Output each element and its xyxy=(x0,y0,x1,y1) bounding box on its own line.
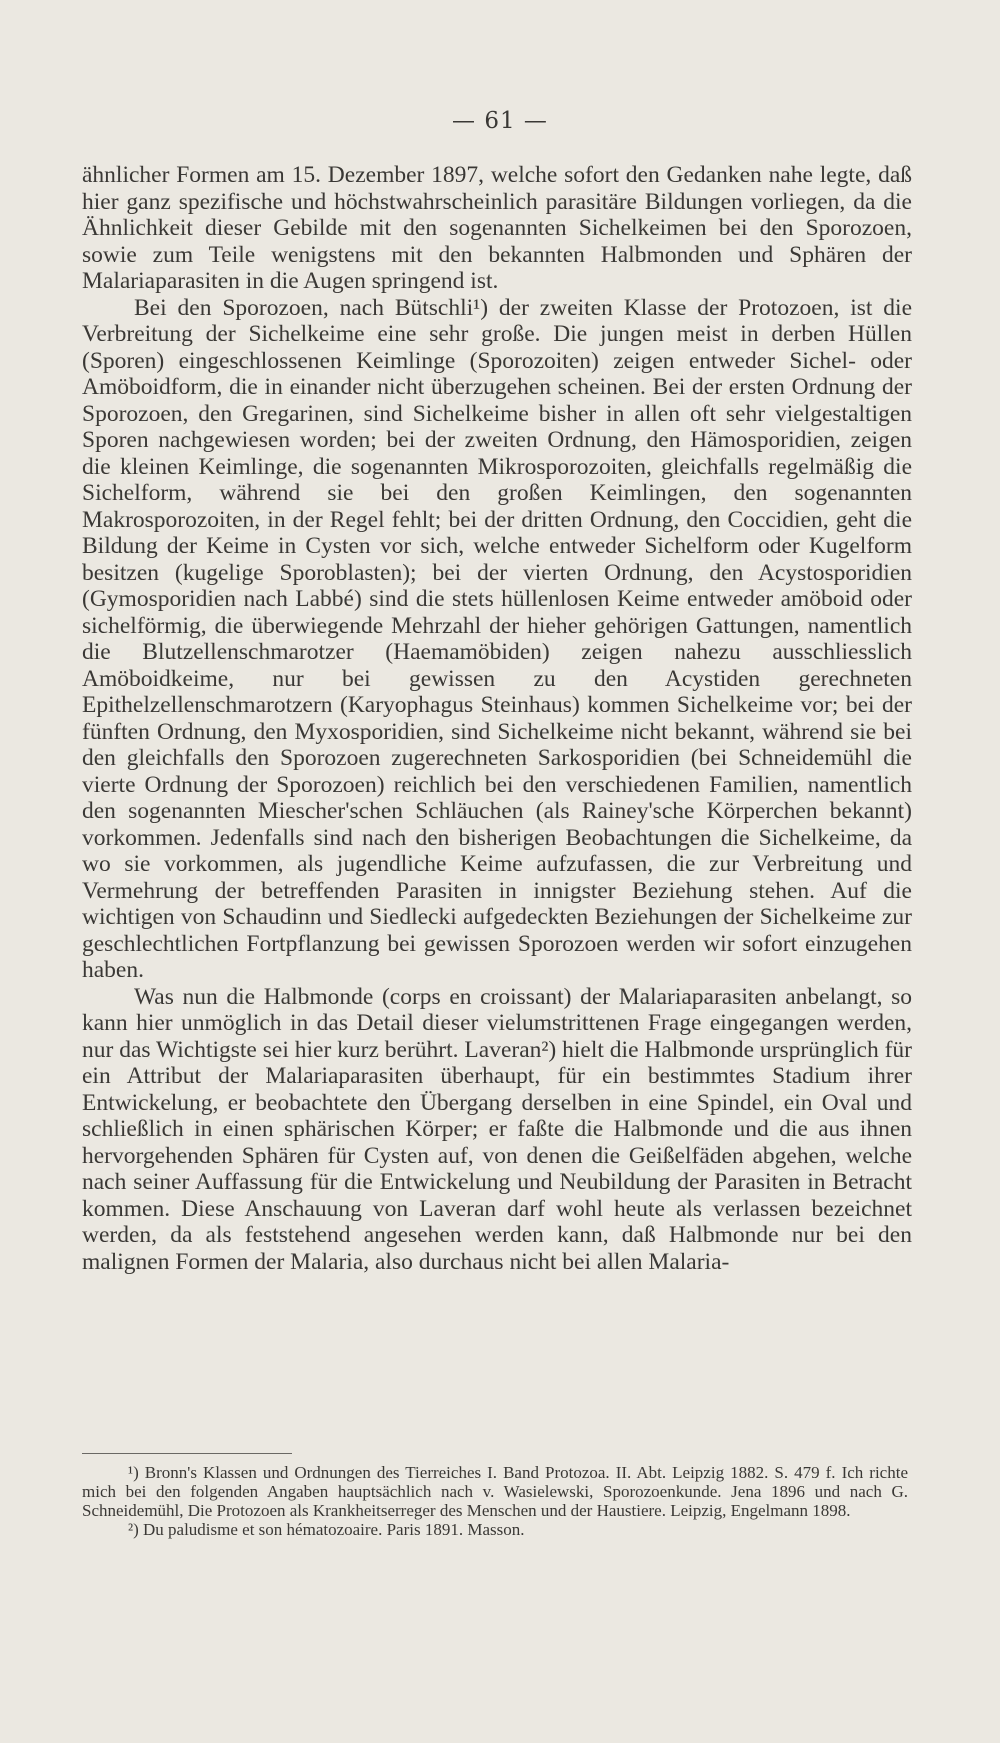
page-number: — 61 — xyxy=(452,108,548,134)
paragraph-1: ähnlicher Formen am 15. Dezember 1897, welche sofort den Gedanken nahe legte, daß hier ganz spezifische und höchstwahrscheinlich parasitäre Bildungen vorliegen, da die Ähnlichkeit dieser Gebilde mit den sogenannten Sichelkeimen bei den Sporozoen, sowie zum Teile wenigstens mit den bekannten Halbmonden und Sphären der Malariaparasiten in die Augen springend ist. xyxy=(82,162,912,294)
body-text xyxy=(82,162,912,1275)
footnotes xyxy=(82,1463,908,1539)
footnote-1: ¹) Bronn's Klassen und Ordnungen des Tierreiches I. Band Protozoa. II. Abt. Leipzig 1882. S. 479 f. Ich richte mich bei den folgenden Angaben hauptsächlich nach v. Wasielewski, Sporozoenkunde. Jena 1896 und nach G. Schneidemühl, Die Protozoen als Krankheitserreger des Menschen und der Haustiere. Leipzig, Engelmann 1898. xyxy=(82,1463,908,1520)
paragraph-2: Bei den Sporozoen, nach Bütschli¹) der zweiten Klasse der Protozoen, ist die Verbreitung der Sichelkeime eine sehr große. Die jungen meist in derben Hüllen (Sporen) eingeschlossenen Keimlinge (Sporozoiten) zeigen entweder Sichel- oder Amöboidform, die in einander nicht überzugehen scheinen. Bei der ersten Ordnung der Sporozoen, den Gregarinen, sind Sichelkeime bisher in allen oft sehr vielgestaltigen Sporen nachgewiesen worden; bei der zweiten Ordnung, den Hämosporidien, zeigen die kleinen Keimlinge, die sogenannten Mikrosporozoiten, gleichfalls regelmäßig die Sichelform, während sie bei den großen Keimlingen, den sogenannten Makrosporozoiten, in der Regel fehlt; bei der dritten Ordnung, den Coccidien, geht die Bildung der Keime in Cysten vor sich, welche entweder Sichelform oder Kugelform besitzen (kugelige Sporoblasten); bei der vierten Ordnung, den Acystosporidien (Gymosporidien nach Labbé) sind die stets hüllenlosen Keime entweder amöboid oder sichelförmig, die überwiegende Mehrzahl der hieher gehörigen Gattungen, namentlich die Blutzellenschmarotzer (Haemamöbiden) zeigen nahezu ausschliesslich Amöboidkeime, nur bei gewissen zu den Acystiden gerechneten Epithelzellenschmarotzern (Karyophagus Steinhaus) kommen Sichelkeime vor; bei der fünften Ordnung, den Myxosporidien, sind Sichelkeime nicht bekannt, während sie bei den gleichfalls den Sporozoen zugerechneten Sarkosporidien (bei Schneidemühl die vierte Ordnung der Sporozoen) reichlich bei den verschiedenen Familien, namentlich den sogenannten Miescher'schen Schläuchen (als Rainey'sche Körperchen bekannt) vorkommen. Jedenfalls sind nach den bisherigen Beobachtungen die Sichelkeime, da wo sie vorkommen, als jugendliche Keime aufzufassen, die zur Verbreitung und Vermehrung der betreffenden Parasiten in innigster Beziehung stehen. Auf die wichtigen von Schaudinn und Siedlecki aufgedeckten Beziehungen der Sichelkeime zur geschlechtlichen Fortpflanzung bei gewissen Sporozoen werden wir sofort einzugehen haben. xyxy=(82,294,912,983)
footnote-2: ²) Du paludisme et son hématozoaire. Paris 1891. Masson. xyxy=(128,1520,525,1539)
footnote-divider xyxy=(82,1453,292,1454)
paragraph-3: Was nun die Halbmonde (corps en croissant) der Malariaparasiten anbelangt, so kann hier unmöglich in das Detail dieser vielumstrittenen Frage eingegangen werden, nur das Wichtigste sei hier kurz berührt. Laveran²) hielt die Halbmonde ursprünglich für ein Attribut der Malariaparasiten überhaupt, für ein bestimmtes Stadium ihrer Entwickelung, er beobachtete den Übergang derselben in eine Spindel, ein Oval und schließlich in einen sphärischen Körper; er faßte die Halbmonde und die aus ihnen hervorgehenden Sphären für Cysten auf, von denen die Geißelfäden abgehen, welche nach seiner Auffassung für die Entwickelung und Neubildung der Parasiten in Betracht kommen. Diese Anschauung von Laveran darf wohl heute als verlassen bezeichnet werden, da als feststehend angesehen werden kann, daß Halbmonde nur bei den malignen Formen der Malaria, also durchaus nicht bei allen Malaria- xyxy=(82,983,912,1275)
